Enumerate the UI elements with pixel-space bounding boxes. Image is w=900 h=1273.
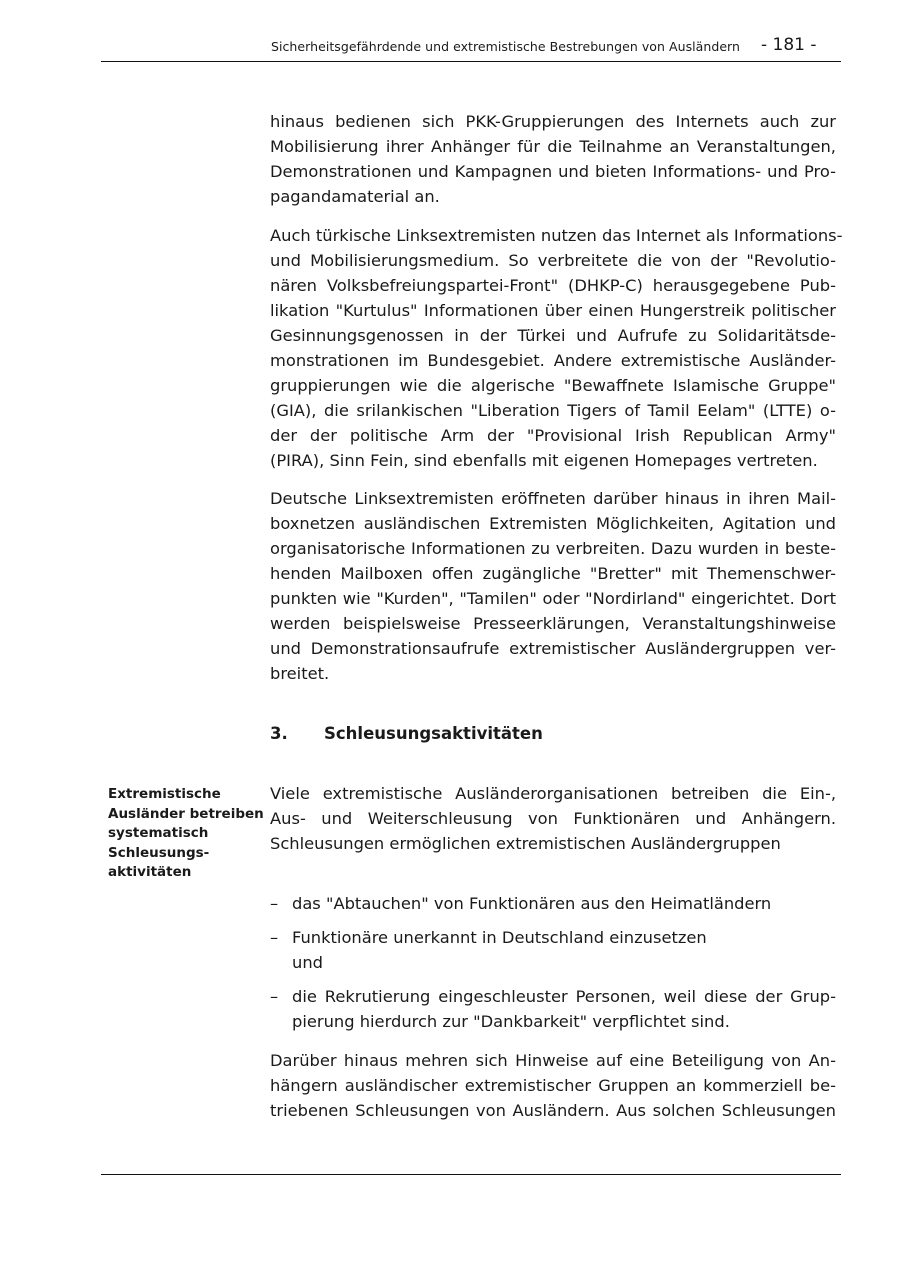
text-line: nären Volksbefreiungspartei-Front" (DHKP-C) herausgegebene Pub- — [270, 276, 836, 295]
text-line: boxnetzen ausländischen Extremisten Möglichkeiten, Agitation und — [270, 514, 836, 533]
text-line: pagandamaterial an. — [270, 187, 440, 206]
text-line: punkten wie "Kurden", "Tamilen" oder "Nordirland" eingerichtet. Dort — [270, 589, 836, 608]
text-line: der der politische Arm der "Provisional Irish Republican Army" — [270, 426, 836, 445]
text-line: triebenen Schleusungen von Ausländern. Aus solchen Schleusungen — [270, 1101, 836, 1120]
text-line: likation "Kurtulus" Informationen über einen Hungerstreik politischer — [270, 301, 836, 320]
text-line: Demonstrationen und Kampagnen und bieten Informations- und Pro- — [270, 162, 836, 181]
page-header — [101, 34, 841, 62]
text-line: monstrationen im Bundesgebiet. Andere extremistische Ausländer- — [270, 351, 836, 370]
closing-paragraph — [270, 1048, 836, 1123]
text-line: und — [292, 953, 323, 972]
margin-note-line: Extremistische — [108, 786, 221, 802]
margin-note — [108, 785, 264, 883]
text-line: organisatorische Informationen zu verbreiten. Dazu wurden in beste- — [270, 539, 836, 558]
text-line: henden Mailboxen offen zugängliche "Bretter" mit Themenschwer- — [270, 564, 836, 583]
text-line: breitet. — [270, 664, 330, 683]
text-line: und Mobilisierungsmedium. So verbreitete die von der "Revolutio- — [270, 251, 836, 270]
text-line: und Demonstrationsaufrufe extremistischer Ausländergruppen ver- — [270, 639, 836, 658]
text-line: (GIA), die srilankischen "Liberation Tigers of Tamil Eelam" (LTTE) o- — [270, 401, 836, 420]
text-line: pierung hierdurch zur "Dankbarkeit" verpflichtet sind. — [292, 1012, 730, 1031]
text-line: das "Abtauchen" von Funktionären aus den Heimatländern — [292, 894, 772, 913]
margin-note-line: Ausländer betreiben — [108, 805, 264, 822]
dash-bullet-icon: – — [270, 987, 279, 1006]
text-line: Auch türkische Linksextremisten nutzen das Internet als Informations- — [270, 226, 843, 245]
bullet-list — [270, 891, 836, 1034]
text-line: hinaus bedienen sich PKK-Gruppierungen des Internets auch zur — [270, 112, 836, 131]
margin-note-line: systematisch — [108, 825, 209, 842]
text-line: Darüber hinaus mehren sich Hinweise auf eine Beteiligung von An- — [270, 1051, 836, 1070]
margin-note-line: Schleusungs- — [108, 844, 210, 861]
text-line: Funktionäre unerkannt in Deutschland einzusetzen — [292, 928, 707, 947]
text-line: die Rekrutierung eingeschleuster Personen, weil diese der Grup- — [292, 987, 836, 1006]
text-line: Aus- und Weiterschleusung von Funktionären und Anhängern. — [270, 809, 836, 828]
dash-bullet-icon: – — [270, 894, 279, 913]
section-title: Schleusungsaktivitäten — [324, 724, 543, 743]
page-number: - 181 - — [761, 35, 817, 55]
list-item — [270, 891, 836, 916]
text-line: (PIRA), Sinn Fein, sind ebenfalls mit eigenen Homepages vertreten. — [270, 451, 818, 470]
text-line: werden beispielsweise Presseerklärungen, Veranstaltungshinweise — [270, 614, 836, 633]
text-line: gruppierungen wie die algerische "Bewaffnete Islamische Gruppe" — [270, 376, 836, 395]
margin-note-line: aktivitäten — [108, 864, 192, 881]
paragraph-3 — [270, 486, 836, 686]
dash-bullet-icon: – — [270, 928, 279, 947]
paragraph-1 — [270, 109, 836, 209]
text-line: hängern ausländischer extremistischer Gruppen an kommerziell be- — [270, 1076, 836, 1095]
section-intro-paragraph — [270, 781, 836, 856]
section-number: 3. — [270, 724, 288, 743]
paragraph-2 — [270, 223, 843, 473]
text-line: Mobilisierung ihrer Anhänger für die Teilnahme an Veranstaltungen, — [270, 137, 836, 156]
list-item — [270, 925, 836, 975]
section-heading — [270, 724, 543, 743]
text-line: Deutsche Linksextremisten eröffneten darüber hinaus in ihren Mail- — [270, 489, 836, 508]
list-item — [270, 984, 836, 1034]
running-title: Sicherheitsgefährdende und extremistische Bestrebungen von Ausländern — [271, 39, 741, 54]
footer-divider — [101, 1174, 841, 1175]
text-line: Gesinnungsgenossen in der Türkei und Aufrufe zu Solidaritätsde- — [270, 326, 836, 345]
text-line: Viele extremistische Ausländerorganisationen betreiben die Ein-, — [270, 784, 836, 803]
text-line: Schleusungen ermöglichen extremistischen Ausländergruppen — [270, 834, 781, 853]
